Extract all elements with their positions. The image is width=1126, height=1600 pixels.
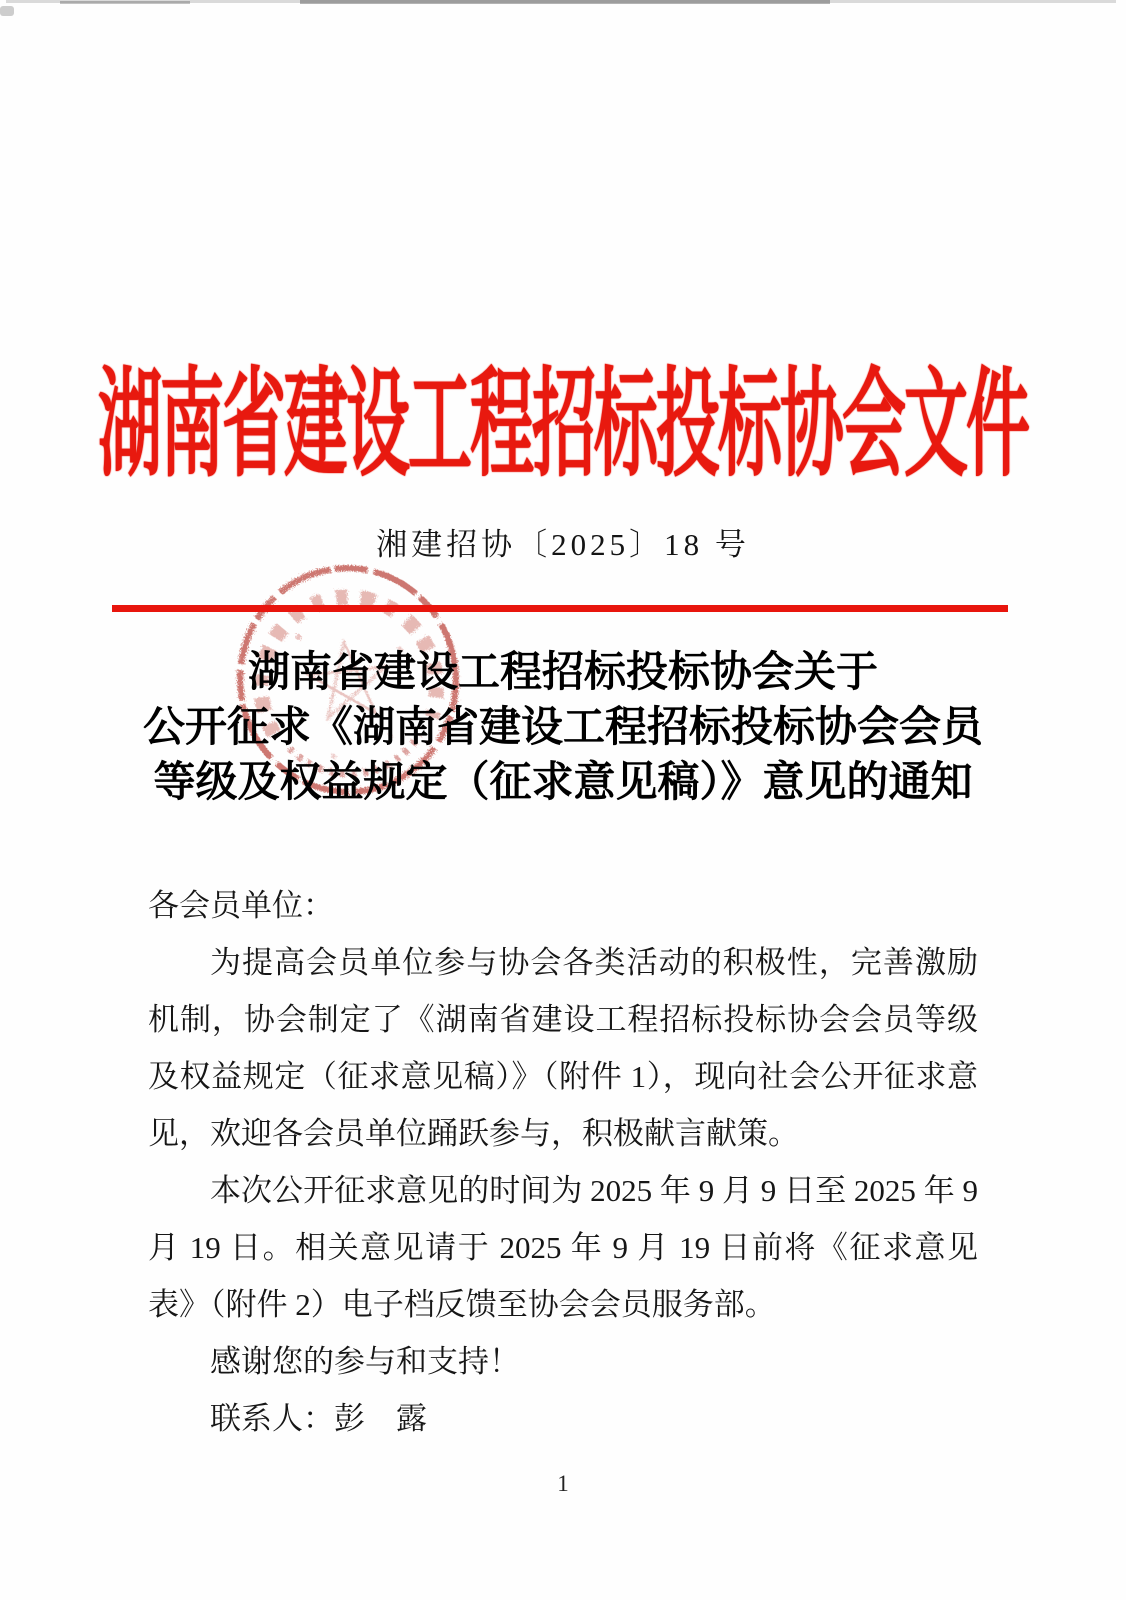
paragraph-purpose: 为提高会员单位参与协会各类活动的积极性，完善激励机制，协会制定了《湖南省建设工程招标投标协会会员等级及权益规定（征求意见稿）》（附件 1），现向社会公开征求意见，欢迎各会员单位踊跃参与，积极献言献策。 xyxy=(148,945,978,1151)
notice-title-line-1: 湖南省建设工程招标投标协会关于 xyxy=(247,650,878,696)
scan-artifact xyxy=(300,0,830,4)
paragraph-deadline: 本次公开征求意见的时间为 2025 年 9 月 9 日至 2025 年 9 月 19 日。相关意见请于 2025 年 9 月 19 日前将《征求意见表》（附件 2）电子档反馈至协会会员服务部。 xyxy=(148,1173,978,1322)
page-number: 1 xyxy=(557,1471,569,1496)
scan-artifact xyxy=(60,1,190,4)
paragraph-contact: 联系人：彭 露 xyxy=(210,1401,427,1436)
scan-artifact xyxy=(0,6,14,16)
notice-title-line-3: 等级及权益规定（征求意见稿）》意见的通知 xyxy=(153,760,973,806)
document-number: 湘建招协〔2025〕18 号 xyxy=(376,527,750,562)
red-separator-rule xyxy=(112,605,1008,612)
paragraph-thanks: 感谢您的参与和支持！ xyxy=(210,1344,520,1379)
notice-title-line-2: 公开征求《湖南省建设工程招标投标协会会员 xyxy=(142,705,983,751)
letterhead-banner xyxy=(0,338,1126,492)
notice-body xyxy=(148,877,978,1447)
salutation: 各会员单位： xyxy=(148,888,334,923)
letterhead-banner-text: 湖南省建设工程招标投标协会文件 xyxy=(98,359,1028,491)
notice-title xyxy=(0,646,1126,811)
